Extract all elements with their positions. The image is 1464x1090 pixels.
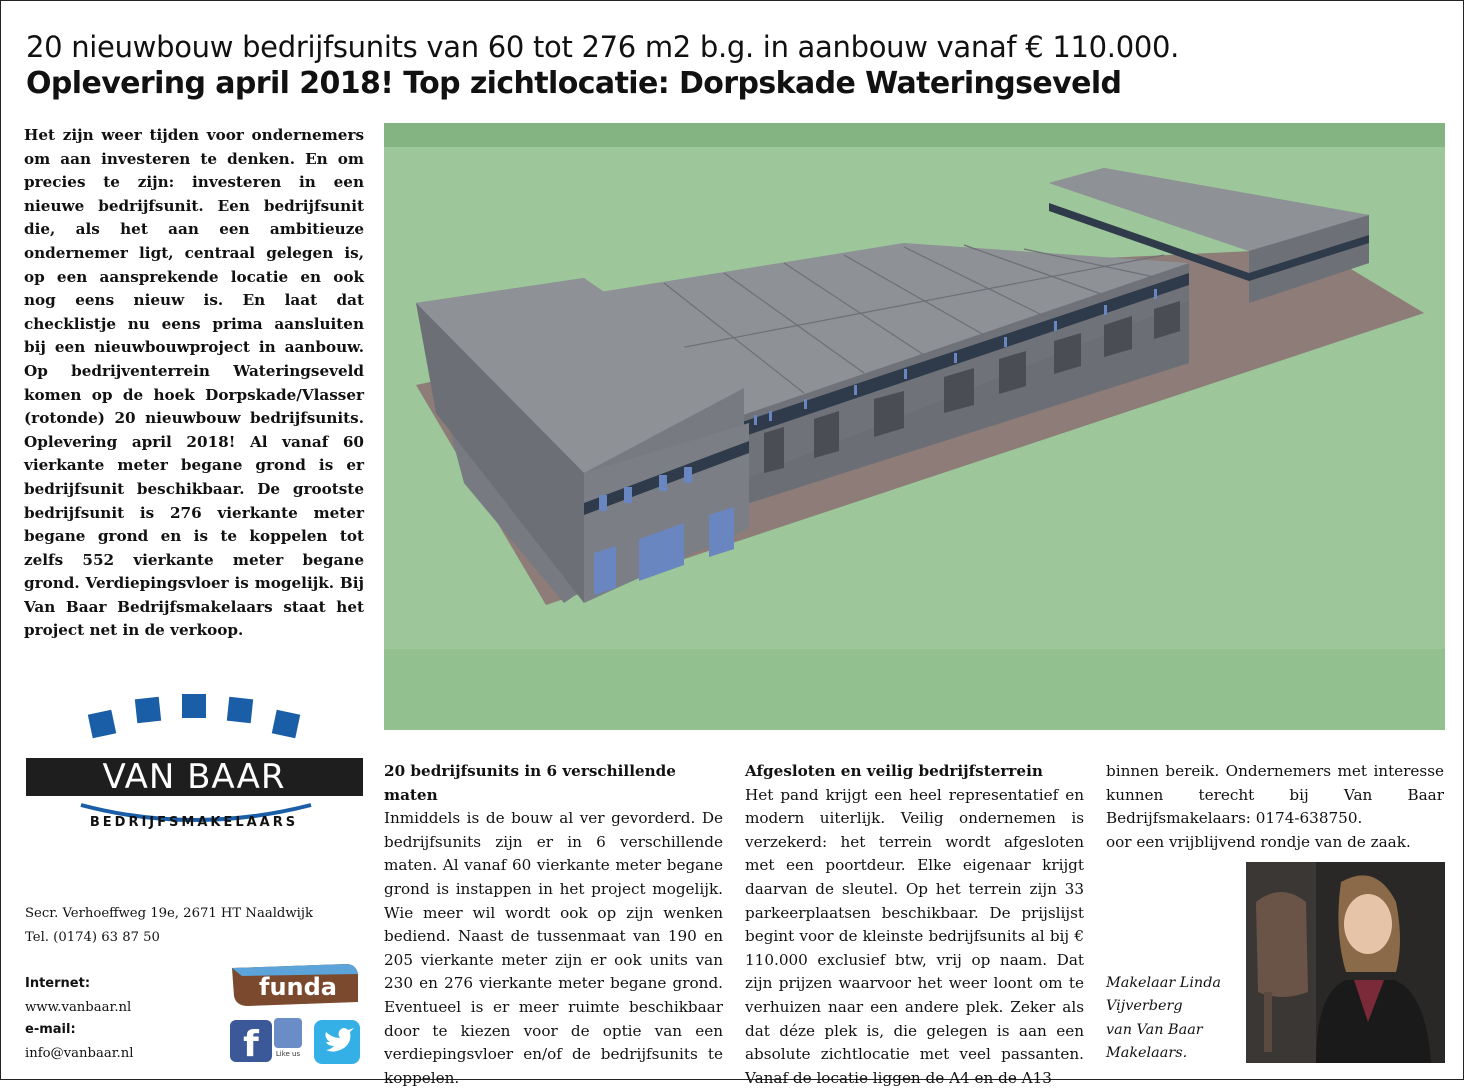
caption-line-2: Vijverberg	[1106, 998, 1183, 1015]
van-baar-logo	[26, 690, 366, 840]
caption-line-4: Makelaars.	[1106, 1045, 1188, 1062]
internet-label: Internet:	[25, 976, 91, 991]
logo-sub: BEDRIJFSMAKELAARS	[89, 815, 299, 830]
facebook-icon[interactable]	[230, 1020, 272, 1065]
section-security	[745, 760, 1084, 1090]
email-link[interactable]: info@vanbaar.nl	[25, 1046, 134, 1061]
funda-badge[interactable]	[228, 962, 360, 1008]
phone: Tel. (0174) 63 87 50	[25, 930, 160, 945]
email-label: e-mail:	[25, 1022, 76, 1037]
headline-line-2: Oplevering april 2018! Top zichtlocatie: Dorpskade Wateringseveld	[26, 66, 1122, 101]
address: Secr. Verhoeffweg 19e, 2671 HT Naaldwijk	[25, 906, 313, 921]
section-units-body: Inmiddels is de bouw al ver gevorderd. De bedrijfsunits zijn er in 6 verschillende maten. Al vanaf 60 vierkante meter begane grond is instappen in het project mogelijk. Wie meer wil wordt ook op zijn wenken bediend. Naast de tussenmaat van 190 en 205 vierkante meter zijn er ook units van 230 en 276 vierkante meter begane grond. Eventueel is er meer ruimte beschikbaar door te kiezen voor de optie van een verdiepingsvloer en/of de bedrijfsunits te koppelen.	[384, 809, 723, 1087]
section-contact-body-2: oor een vrijblijvend rondje van de zaak.	[1106, 832, 1411, 851]
logo-squares-icon	[88, 694, 300, 738]
agent-photo	[1246, 862, 1445, 1063]
intro-paragraph: Het zijn weer tijden voor ondernemers om aan investeren te denken. En om precies te zijn: investeren in een nieuwe bedrijfsunit. Een bedrijfsunit die, als het aan een ambitieuze ondernemer ligt, centraal gelegen is, op een aansprekende locatie en ook nog eens nieuw is. En laat dat checklistje nu eens prima aansluiten bij een nieuwbouwproject in aanbouw. Op bedrijventerrein Wateringseveld komen op de hoek Dorpskade/Vlasser (rotonde) 20 nieuwbouw bedrijfsunits. Oplevering april 2018! Al vanaf 60 vierkante meter begane grond is er bedrijfsunit beschikbaar. De grootste bedrijfsunit is 276 vierkante meter begane grond en is te koppelen tot zelfs 552 vierkante meter begane grond. Verdiepingsvloer is mogelijk. Bij Van Baar Bedrijfsmakelaars staat het project net in de verkoop.	[24, 126, 364, 640]
section-security-body: Het pand krijgt een heel representatief en modern uiterlijk. Veilig ondernemen is verzekerd: het terrein wordt afgesloten met een poortdeur. Elke eigenaar krijgt daarvan de sleutel. Op het terrein zijn 33 parkeerplaatsen beschikbaar. De prijslijst begint voor de kleinste bedrijfsunits al bij € 110.000 exclusief btw, vrij op naam. Dat zijn prijzen waarvoor het weer loont om te verhuizen naar een andere plek. Zeker als dat déze plek is, die gelegen is aan een absolute zichtlocatie met veel passanten. Vanaf de locatie liggen de A4 en de A13	[745, 785, 1084, 1087]
svg-text:f: f	[243, 1024, 259, 1065]
like-text: Like us	[275, 1050, 301, 1058]
building-render	[384, 123, 1445, 730]
section-security-title: Afgesloten en veilig bedrijfsterrein	[745, 762, 1043, 780]
section-units-title: 20 bedrijfsunits in 6 verschillende maten	[384, 762, 676, 804]
photo-caption	[1106, 972, 1241, 1066]
funda-text: funda	[259, 973, 337, 1001]
headline-line-1: 20 nieuwbouw bedrijfsunits van 60 tot 276 m2 b.g. in aanbouw vanaf € 110.000.	[26, 30, 1180, 64]
social-icons	[230, 1016, 364, 1066]
caption-line-3: van Van Baar	[1106, 1021, 1203, 1038]
logo-name: VAN BAAR	[102, 757, 286, 797]
section-contact-body: binnen bereik. Ondernemers met interesse kunnen terecht bij Van Baar Bedrijfsmakelaars: 0174-638750.	[1106, 762, 1444, 828]
twitter-icon[interactable]	[314, 1020, 360, 1064]
section-contact	[1106, 760, 1444, 854]
caption-line-1: Makelaar Linda	[1106, 975, 1221, 991]
like-icon[interactable]	[274, 1018, 302, 1058]
section-units	[384, 760, 723, 1090]
website-link[interactable]: www.vanbaar.nl	[25, 1000, 132, 1015]
